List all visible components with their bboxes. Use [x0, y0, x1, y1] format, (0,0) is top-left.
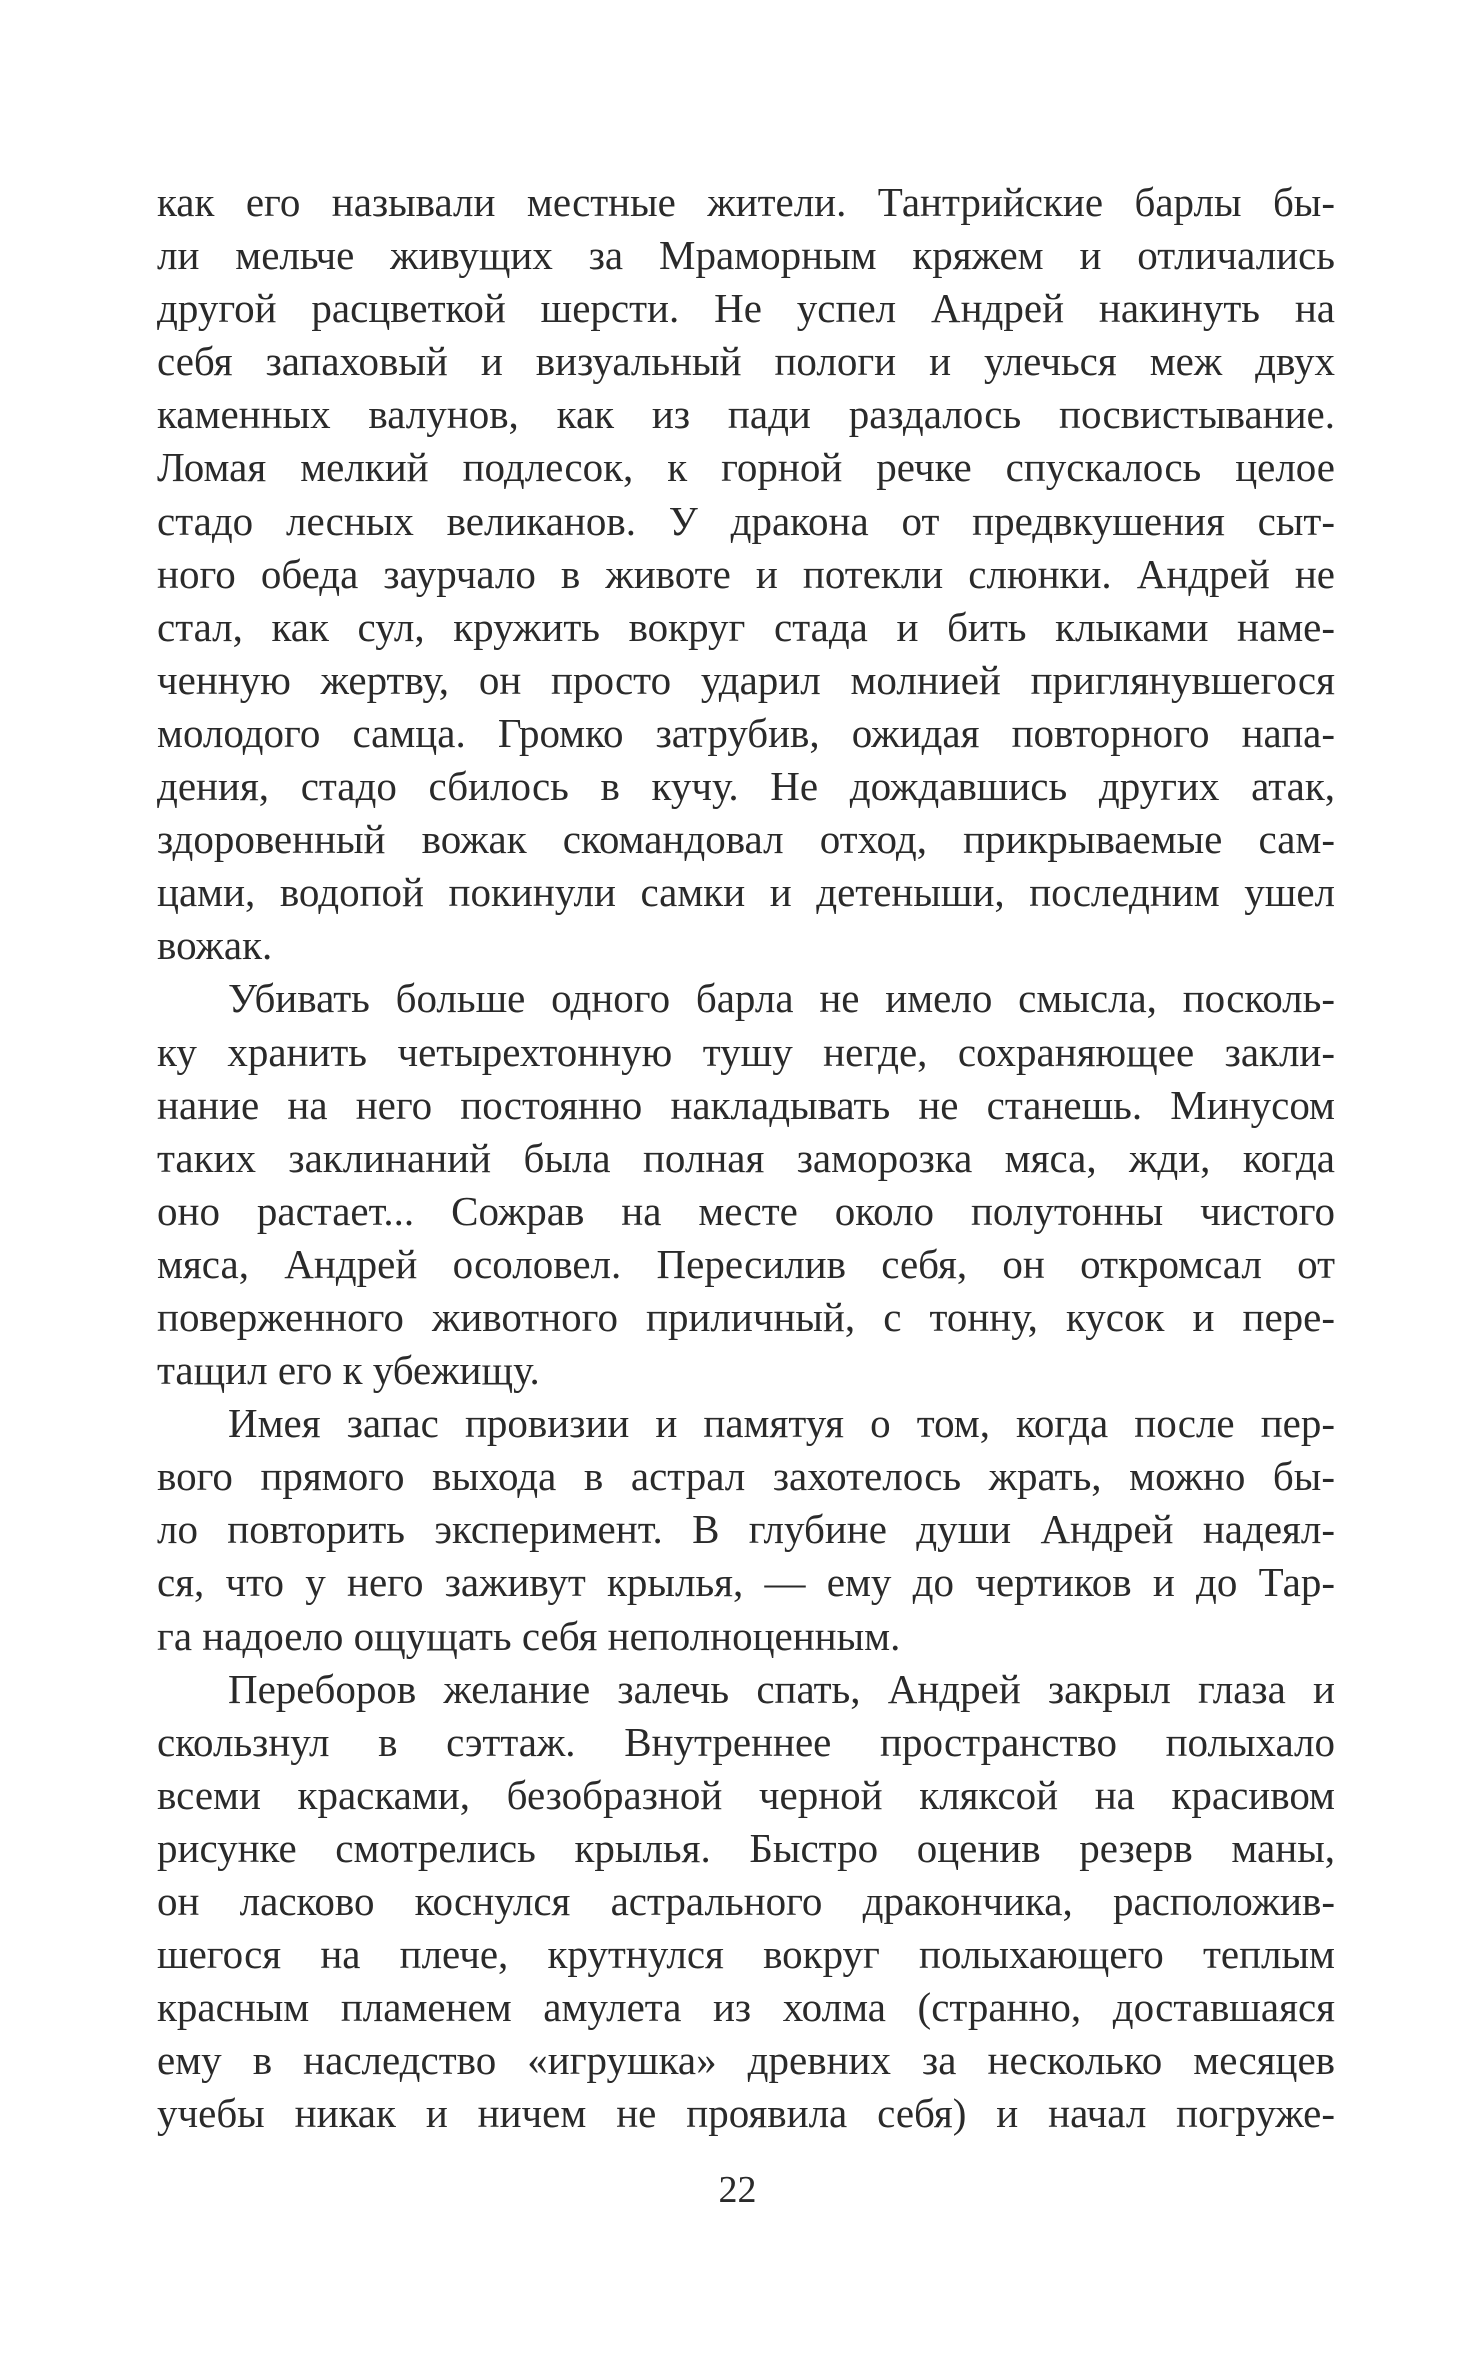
text-line: шегося на плече, крутнулся вокруг полыхающего теплым	[157, 1931, 1335, 1978]
text-line: ему в наследство «игрушка» древних за несколько месяцев	[157, 2037, 1335, 2084]
text-line: каменных валунов, как из пади раздалось посвистывание.	[157, 391, 1335, 438]
paragraph	[157, 1663, 1335, 2141]
paragraph	[157, 1397, 1335, 1662]
text-line: красным пламенем амулета из холма (странно, доставшаяся	[157, 1984, 1335, 2031]
text-line: ся, что у него заживут крылья, — ему до чертиков и до Тар-	[157, 1559, 1335, 1606]
text-line: вого прямого выхода в астрал захотелось жрать, можно бы-	[157, 1453, 1335, 1500]
text-line: другой расцветкой шерсти. Не успел Андрей накинуть на	[157, 285, 1335, 332]
text-line: молодого самца. Громко затрубив, ожидая повторного напа-	[157, 709, 1335, 756]
text-line: ку хранить четырехтонную тушу негде, сохраняющее закли-	[157, 1028, 1335, 1075]
text-line: оно растает... Сожрав на месте около полутонны чистого	[157, 1187, 1335, 1234]
text-line: ло повторить эксперимент. В глубине души Андрей надеял-	[157, 1506, 1335, 1553]
text-line: себя запаховый и визуальный пологи и улечься меж двух	[157, 338, 1335, 385]
text-line: цами, водопой покинули самки и детеныши, последним ушел	[157, 869, 1335, 916]
text-line: стадо лесных великанов. У дракона от предвкушения сыт-	[157, 497, 1335, 544]
text-line: нание на него постоянно накладывать не станешь. Минусом	[157, 1081, 1335, 1128]
text-line: всеми красками, безобразной черной кляксой на красивом	[157, 1771, 1335, 1818]
text-line: ного обеда заурчало в животе и потекли слюнки. Андрей не	[157, 550, 1335, 597]
text-line: Переборов желание залечь спать, Андрей закрыл глаза и	[228, 1665, 1335, 1712]
paragraph	[157, 176, 1335, 972]
text-line: Ломая мелкий подлесок, к горной речке спускалось целое	[157, 444, 1335, 491]
text-line: поверженного животного приличный, с тонну, кусок и пере-	[157, 1293, 1335, 1340]
text-line: Имея запас провизии и памятуя о том, когда после пер-	[228, 1400, 1335, 1447]
page-number: 22	[718, 2169, 757, 2211]
text-line: ченную жертву, он просто ударил молнией приглянувшегося	[157, 656, 1335, 703]
text-line: скользнул в сэттаж. Внутреннее пространство полыхало	[157, 1718, 1335, 1765]
paragraph	[157, 972, 1335, 1397]
text-line: вожак.	[157, 922, 273, 969]
text-line: здоровенный вожак скомандовал отход, прикрываемые сам-	[157, 816, 1335, 863]
text-line: ли мельче живущих за Мраморным кряжем и отличались	[157, 232, 1335, 279]
text-line: тащил его к убежищу.	[157, 1347, 540, 1394]
page-body	[157, 176, 1335, 2140]
text-line: Убивать больше одного барла не имело смысла, посколь-	[228, 975, 1335, 1022]
text-line: дения, стадо сбилось в кучу. Не дождавшись других атак,	[157, 763, 1335, 810]
text-line: рисунке смотрелись крылья. Быстро оценив резерв маны,	[157, 1824, 1335, 1871]
text-line: он ласково коснулся астрального дракончика, расположив-	[157, 1878, 1335, 1924]
text-line: стал, как сул, кружить вокруг стада и бить клыками наме-	[157, 603, 1335, 650]
text-line: учебы никак и ничем не проявила себя) и начал погруже-	[157, 2090, 1335, 2137]
text-line: га надоело ощущать себя неполноценным.	[157, 1612, 901, 1659]
text-line: таких заклинаний была полная заморозка мяса, жди, когда	[157, 1134, 1335, 1181]
text-line: как его называли местные жители. Тантрийские барлы бы-	[157, 179, 1335, 225]
text-line: мяса, Андрей осоловел. Пересилив себя, он откромсал от	[157, 1240, 1335, 1287]
